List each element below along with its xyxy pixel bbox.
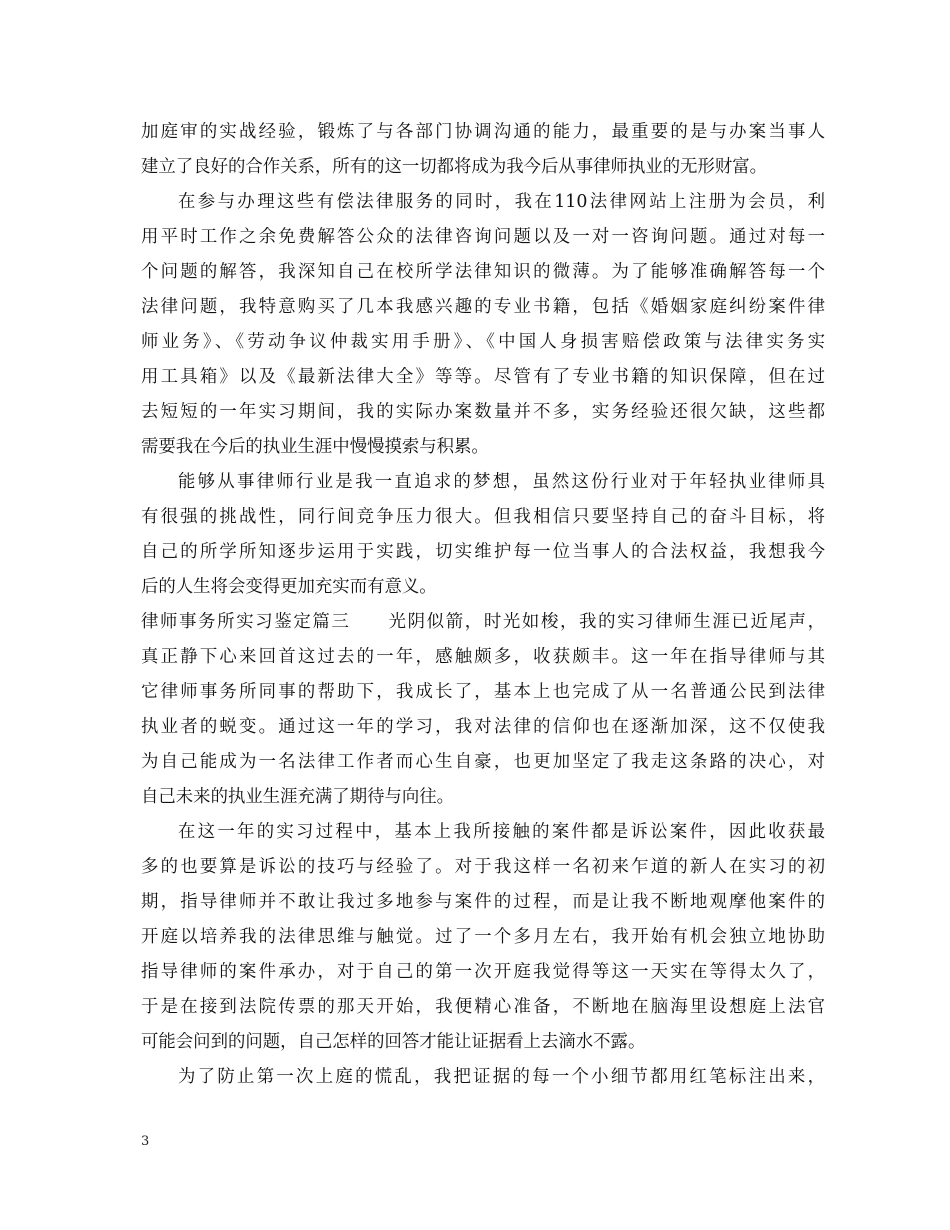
text-line: 有很强的挑战性，同行间竞争压力很大。但我相信只要坚持自己的奋斗目标，将 xyxy=(141,507,825,527)
text-line: 为了防止第一次上庭的慌乱，我把证据的每一个小细节都用红笔标注出来， xyxy=(178,1067,825,1087)
text-line: 自己未来的执业生涯充满了期待与向往。 xyxy=(141,787,455,807)
text-line: 加庭审的实战经验，锻炼了与各部门协调沟通的能力，最重要的是与办案当事人 xyxy=(141,122,825,142)
text-line: 能够从事律师行业是我一直追求的梦想，虽然这份行业对于年轻执业律师具 xyxy=(178,472,825,492)
text-line: 执业者的蜕变。通过这一年的学习，我对法律的信仰也在逐渐加深，这不仅使我 xyxy=(141,717,825,737)
text-line: 于是在接到法院传票的那天开始，我便精心准备，不断地在脑海里设想庭上法官 xyxy=(141,997,825,1017)
text-line: 后的人生将会变得更加充实而有意义。 xyxy=(141,577,437,597)
text-line: 它律师事务所同事的帮助下，我成长了，基本上也完成了从一名普通公民到法律 xyxy=(141,682,825,702)
text-line: 开庭以培养我的法律思维与触觉。过了一个多月左右，我开始有机会独立地协助 xyxy=(141,927,825,947)
text-line: 需要我在今后的执业生涯中慢慢摸索与积累。 xyxy=(141,437,489,457)
text-line: 用工具箱》以及《最新法律大全》等等。尽管有了专业书籍的知识保障，但在过 xyxy=(141,367,825,387)
text-line: 在这一年的实习过程中，基本上我所接触的案件都是诉讼案件，因此收获最 xyxy=(178,822,825,842)
section-heading-line: 律师事务所实习鉴定篇三 光阴似箭，时光如梭，我的实习律师生涯已近尾声， xyxy=(141,612,825,632)
text-line: 法律问题，我特意购买了几本我感兴趣的专业书籍，包括《婚姻家庭纠纷案件律 xyxy=(141,297,825,317)
text-line: 在参与办理这些有偿法律服务的同时，我在110法律网站上注册为会员，利 xyxy=(178,192,825,212)
text-line: 期，指导律师并不敢让我过多地参与案件的过程，而是让我不断地观摩他案件的 xyxy=(141,892,825,912)
text-line: 用平时工作之余免费解答公众的法律咨询问题以及一对一咨询问题。通过对每一 xyxy=(141,227,825,247)
text-line: 真正静下心来回首这过去的一年，感触颇多，收获颇丰。这一年在指导律师与其 xyxy=(141,647,825,667)
text-line: 为自己能成为一名法律工作者而心生自豪，也更加坚定了我走这条路的决心，对 xyxy=(141,752,825,772)
page-number: 3 xyxy=(141,1134,150,1149)
text-line: 建立了良好的合作关系，所有的这一切都将成为我今后从事律师执业的无形财富。 xyxy=(141,157,768,177)
text-line: 指导律师的案件承办，对于自己的第一次开庭我觉得等这一天实在等得太久了， xyxy=(141,962,825,982)
text-line: 个问题的解答，我深知自己在校所学法律知识的微薄。为了能够准确解答每一个 xyxy=(141,262,825,282)
body-text xyxy=(141,115,825,1095)
text-line: 师业务》、《劳动争议仲裁实用手册》、《中国人身损害赔偿政策与法律实务实 xyxy=(141,332,825,352)
text-line: 可能会问到的问题，自己怎样的回答才能让证据看上去滴水不露。 xyxy=(141,1032,646,1052)
text-line: 多的也要算是诉讼的技巧与经验了。对于我这样一名初来乍道的新人在实习的初 xyxy=(141,857,825,877)
text-line: 去短短的一年实习期间，我的实际办案数量并不多，实务经验还很欠缺，这些都 xyxy=(141,402,825,422)
text-line: 自己的所学所知逐步运用于实践，切实维护每一位当事人的合法权益，我想我今 xyxy=(141,542,825,562)
